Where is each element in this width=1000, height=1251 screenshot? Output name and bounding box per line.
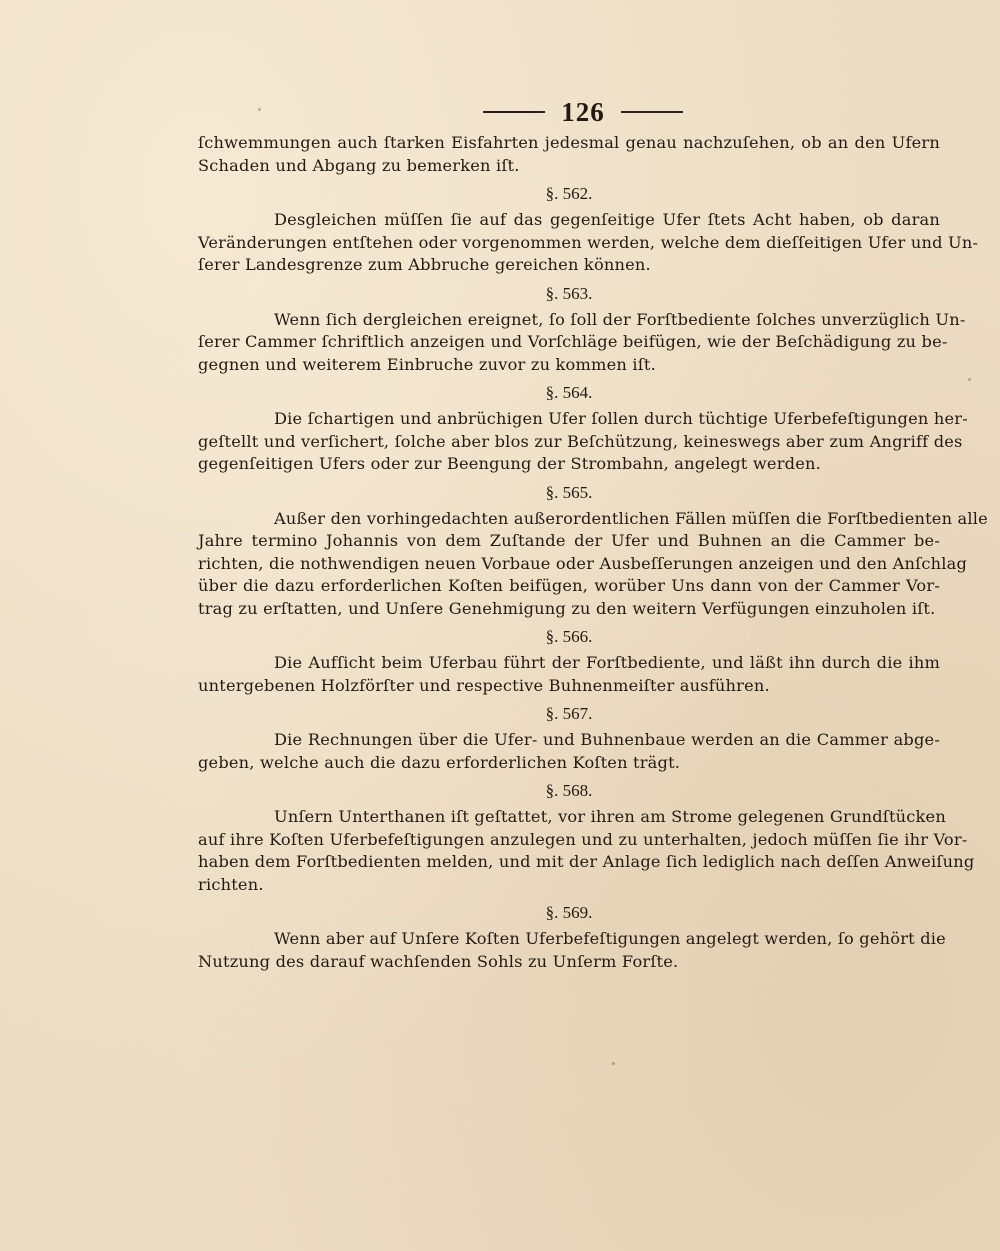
text-line: Nutzung des darauf wachſenden Sohls zu Unſerm Forſte. [198,951,679,971]
paragraph [198,652,940,697]
text-line: Jahre termino Johannis von dem Zuſtande der Ufer und Buhnen an die Cammer be- [198,531,940,550]
text-line: Unſern Unterthanen iſt geſtattet, vor ihren am Strome gelegenen Grundſtücken [274,807,946,826]
text-line: auf ihre Koſten Uferbefeſtigungen anzulegen und zu unterhalten, jedoch müſſen ſie ihr Vor- [198,829,968,849]
text-line: Veränderungen entſtehen oder vorgenommen werden, welche dem dieſſeitigen Ufer und Un- [198,232,979,252]
section-heading: §. 568. [545,781,593,800]
text-line: ſchwemmungen auch ſtarken Eisfahrten jedesmal genau nachzuſehen, ob an den Ufern [198,133,940,152]
section-heading: §. 562. [545,184,593,203]
paragraph [198,209,979,277]
section-heading: §. 566. [545,627,593,646]
text-line: über die dazu erforderlichen Koſten beifügen, worüber Uns dann von der Cammer Vor- [198,576,940,595]
header-rule-right [621,111,683,113]
text-line: trag zu erſtatten, und Unſere Genehmigung zu den weitern Verfügungen einzuholen iſt. [198,598,936,618]
text-line: geſtellt und verſichert, ſolche aber blos zur Beſchützung, keineswegs aber zum Angriff des [198,431,963,451]
text-line: ſerer Cammer ſchriftlich anzeigen und Vorſchläge beifügen, wie der Beſchädigung zu be- [198,332,948,351]
page-body [198,92,988,973]
section-heading: §. 569. [545,903,593,922]
document-text [198,132,988,973]
text-line: richten. [198,874,264,894]
paragraph [198,132,940,177]
text-line: geben, welche auch die dazu erforderlichen Koſten trägt. [198,752,681,772]
section-heading: §. 563. [545,283,593,303]
text-line: Die Aufſicht beim Uferbau führt der Forſtbediente, und läßt ihn durch die ihm [274,653,940,672]
text-line: gegnen und weiterem Einbruche zuvor zu kommen iſt. [198,354,656,374]
paragraph [198,508,988,621]
text-line: gegenſeitigen Ufers oder zur Beengung der Strombahn, angelegt werden. [198,454,821,473]
text-line: Die ſchartigen und anbrüchigen Ufer ſollen durch tüchtige Uferbefeſtigungen her- [274,409,968,428]
text-line: Schaden und Abgang zu bemerken iſt. [198,155,520,175]
text-line: haben dem Forſtbedienten melden, und mit der Anlage ſich lediglich nach deſſen Anweiſung [198,852,975,871]
paragraph [198,408,968,476]
section-heading: §. 564. [545,383,593,402]
paragraph [198,806,975,896]
page-number: 126 [561,96,605,127]
text-line: Wenn ſich dergleichen ereignet, ſo ſoll der Forſtbediente ſolches unverzüglich Un- [274,309,966,329]
text-line: untergebenen Holzförſter und respective Buhnenmeiſter ausführen. [198,675,770,695]
paragraph [198,729,940,774]
text-line: Außer den vorhingedachten außerordentlichen Fällen müſſen die Forſtbedienten alle [274,508,988,528]
section-heading: §. 565. [545,482,593,502]
ink-mark [612,1062,615,1065]
ink-mark [968,378,971,381]
page-header [226,92,940,132]
text-line: Wenn aber auf Unſere Koſten Uferbefeſtigungen angelegt werden, ſo gehört die [274,929,946,948]
ink-mark [258,108,261,111]
header-rule-left [483,111,545,113]
paragraph [198,928,946,973]
section-heading: §. 567. [545,704,593,723]
text-line: Desgleichen müſſen ſie auf das gegenſeitige Ufer ſtets Acht haben, ob daran [274,210,940,229]
paragraph [198,309,966,377]
text-line: Die Rechnungen über die Ufer- und Buhnenbaue werden an die Cammer abge- [274,730,940,749]
text-line: ſerer Landesgrenze zum Abbruche gereichen können. [198,255,651,274]
text-line: richten, die nothwendigen neuen Vorbaue oder Ausbeſſerungen anzeigen und den Anſchlag [198,553,968,573]
